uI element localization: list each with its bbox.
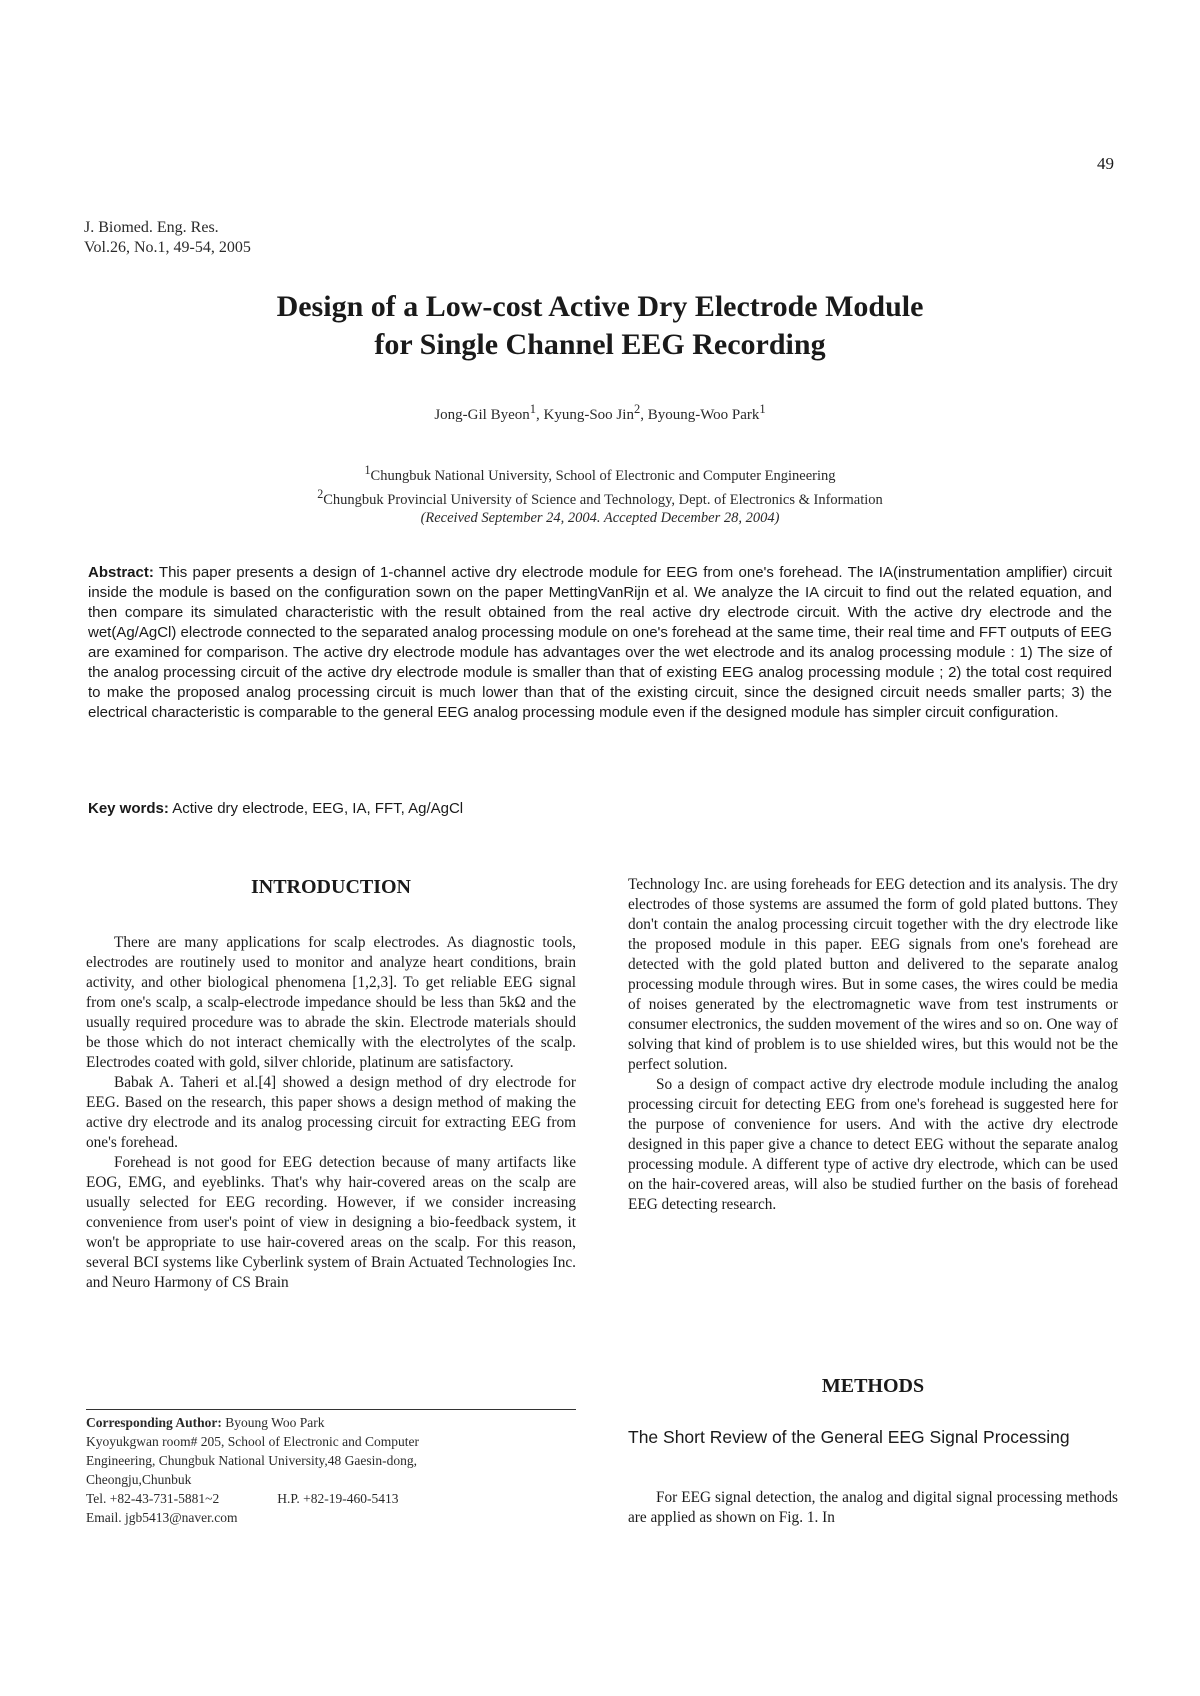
affiliations — [0, 461, 1200, 527]
keywords — [88, 800, 463, 817]
footnote-address: Cheongju,Chunbuk — [86, 1472, 192, 1487]
methods-text — [628, 1488, 1118, 1528]
footnote-email: Email. jgb5413@naver.com — [86, 1510, 238, 1525]
section-heading-introduction: INTRODUCTION — [250, 876, 412, 898]
author-name: Jong-Gil Byeon — [434, 407, 530, 423]
received-dates: (Received September 24, 2004. Accepted December 28, 2004) — [420, 509, 780, 526]
author-name: Byoung-Woo Park — [647, 407, 760, 423]
affiliation-1 — [0, 461, 1200, 485]
author-separator: , — [640, 407, 648, 423]
corresponding-author-footnote — [86, 1413, 576, 1527]
page-number: 49 — [1097, 154, 1114, 173]
footnote-hp: H.P. +82-19-460-5413 — [277, 1491, 399, 1506]
section-heading-methods: METHODS — [821, 1375, 925, 1397]
author-separator: , — [536, 407, 544, 423]
author-affiliation-mark: 1 — [759, 402, 766, 416]
footnote-label: Corresponding Author: — [86, 1415, 222, 1430]
right-column — [628, 875, 1118, 1215]
title-line-1: Design of a Low-cost Active Dry Electrode Module — [276, 290, 924, 323]
affiliation-text: Chungbuk Provincial University of Science and Technology, Dept. of Electronics & Information — [323, 491, 883, 508]
left-column — [86, 933, 576, 1293]
paragraph: Babak A. Taheri et al.[4] showed a design method of dry electrode for EEG. Based on the research, this paper shows a design method of making the active dry electrode and its analog processing circuit for extracting EEG from one's forehead. — [86, 1074, 576, 1151]
affiliation-2 — [0, 485, 1200, 509]
journal-volume: Vol.26, No.1, 49-54, 2005 — [84, 239, 251, 256]
abstract — [88, 563, 1112, 723]
author-list — [0, 402, 1200, 424]
paper-title — [150, 288, 1050, 364]
journal-name: J. Biomed. Eng. Res. — [84, 219, 219, 236]
abstract-label: Abstract: — [88, 564, 154, 581]
author-name: Kyung-Soo Jin — [543, 407, 634, 423]
journal-citation — [84, 218, 251, 258]
title-line-2: for Single Channel EEG Recording — [374, 328, 826, 361]
subsection-title: The Short Review of the General EEG Signal Processing — [628, 1427, 1070, 1447]
footnote-divider — [86, 1409, 576, 1410]
paragraph: Technology Inc. are using foreheads for EEG detection and its analysis. The dry electrodes of those systems are assumed the form of gold plated buttons. They don't contain the analog processing circuit together with the dry electrode like the proposed module in this paper. EEG signals from one's forehead are detected with the gold plated button and delivered to the separate analog processing module through wires. But in some cases, the wires could be media of noises generated by the electromagnetic wave from test instruments or consumer electronics, the sudden movement of the wires and so on. One way of solving that kind of problem is to use shielded wires, but this would not be the perfect solution. — [628, 876, 1118, 1073]
affiliation-mark: 2 — [317, 486, 324, 501]
keywords-label: Key words: — [88, 800, 169, 817]
affiliation-mark: 1 — [364, 463, 371, 477]
keywords-text: Active dry electrode, EEG, IA, FFT, Ag/AgCl — [172, 800, 464, 817]
paragraph: There are many applications for scalp electrodes. As diagnostic tools, electrodes are routinely used to monitor and analyze heart conditions, brain activity, and other biological phenomena [1,2,3]. To get reliable EEG signal from one's scalp, a scalp-electrode impedance should be less than 5kΩ and the usually required procedure was to abrade the skin. Electrode materials should be those which do not interact chemically with the electrolytes of the scalp. Electrodes coated with gold, silver chloride, platinum are satisfactory. — [86, 934, 576, 1071]
footnote-name: Byoung Woo Park — [225, 1415, 325, 1430]
footnote-address: Engineering, Chungbuk National University,48 Gaesin-dong, — [86, 1453, 417, 1468]
author-affiliation-mark: 2 — [633, 402, 641, 416]
paragraph: Forehead is not good for EEG detection because of many artifacts like EOG, EMG, and eyeblinks. That's why hair-covered areas on the scalp are usually selected for EEG recording. However, if we consider increasing convenience from user's point of view in designing a bio-feedback system, it won't be appropriate to use hair-covered areas on the scalp. For this reason, several BCI systems like Cyberlink system of Brain Actuated Technologies Inc. and Neuro Harmony of CS Brain — [86, 1154, 576, 1291]
affiliation-text: Chungbuk National University, School of Electronic and Computer Engineering — [370, 467, 836, 484]
author-affiliation-mark: 1 — [529, 402, 537, 416]
abstract-text: This paper presents a design of 1-channel active dry electrode module for EEG from one's forehead. The IA(instrumentation amplifier) circuit inside the module is based on the configuration sown on the paper MettingVanRijn et al. We analyze the IA circuit to find out the related equation, and then compare its simulated characteristic with the result obtained from the real active dry electrode circuit. With the active dry electrode and the wet(Ag/AgCl) electrode connected to the separated analog processing module on one's forehead at the same time, their real time and FFT outputs of EEG are examined for comparison. The active dry electrode module has advantages over the wet electrode and its analog processing module : 1) The size of the analog processing circuit of the active dry electrode module is smaller than that of existing EEG analog processing module ; 2) the total cost required to make the proposed analog processing circuit is much lower than that of the existing circuit, since the designed circuit needs smaller parts; 3) the electrical characteristic is comparable to the general EEG analog processing module even if the designed module has simpler circuit configuration. — [88, 564, 1112, 721]
paragraph: For EEG signal detection, the analog and digital signal processing methods are applied as shown on Fig. 1. In — [628, 1489, 1118, 1526]
paragraph: So a design of compact active dry electrode module including the analog processing circuit for detecting EEG from one's forehead is suggested here for the purpose of convenience for users. And with the active dry electrode designed in this paper give a chance to detect EEG without the separate analog processing module. A different type of active dry electrode, which can be used on the hair-covered areas, will also be studied further on the basis of forehead EEG detecting research. — [628, 1076, 1118, 1213]
footnote-address: Kyoyukgwan room# 205, School of Electronic and Computer — [86, 1434, 419, 1449]
footnote-tel: Tel. +82-43-731-5881~2 — [86, 1491, 220, 1506]
